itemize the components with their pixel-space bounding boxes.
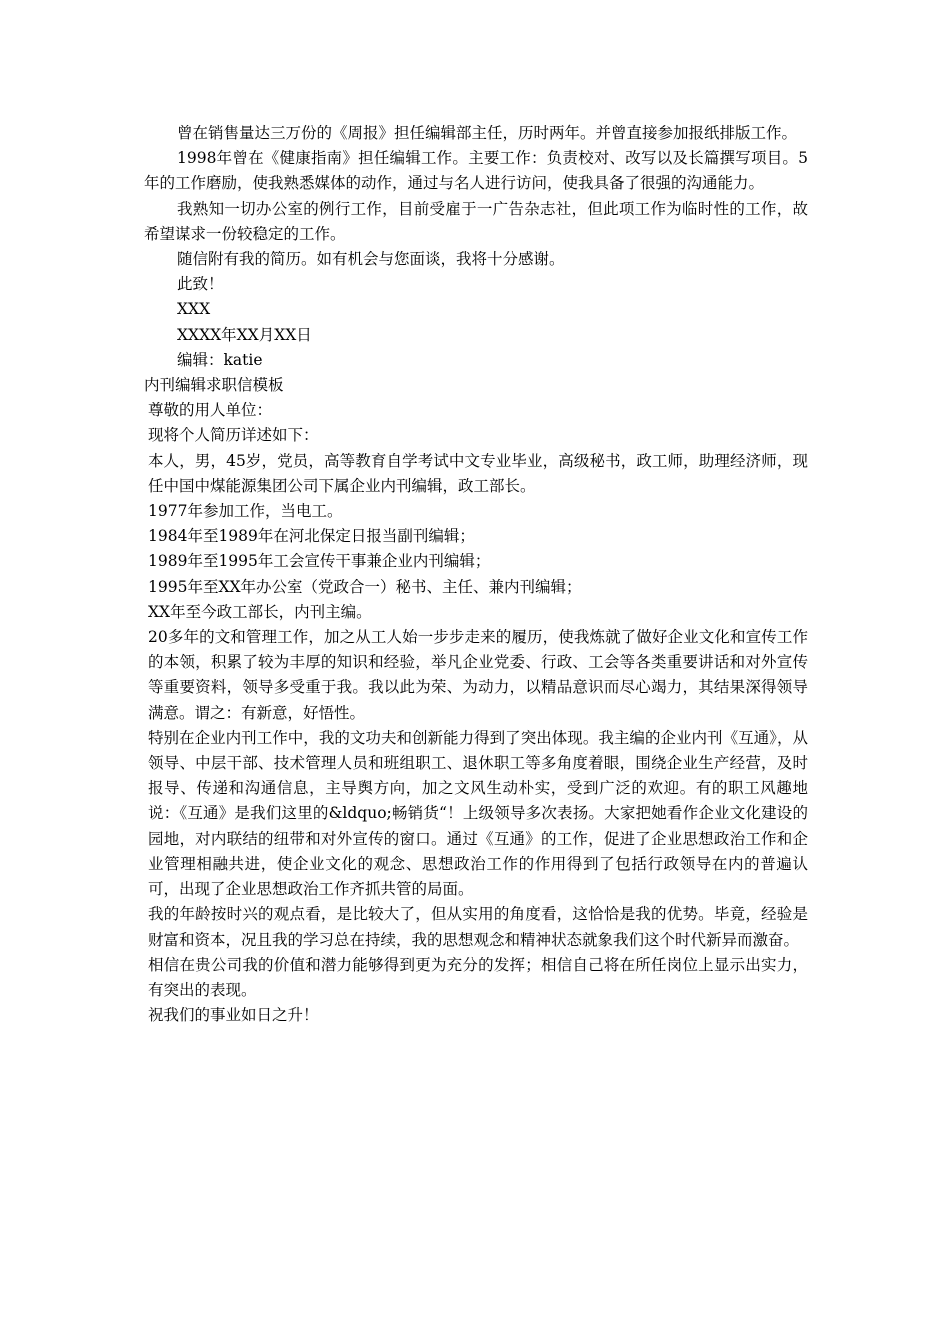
paragraph: 本人，男，45岁，党员，高等教育自学考试中文专业毕业，高级秘书，政工师，助理经济师，现任中国中煤能源集团公司下属企业内刊编辑，政工部长。 [148, 451, 808, 495]
section-title: 内刊编辑求职信模板 [144, 376, 284, 395]
timeline-item: XX年至今政工部长，内刊主编。 [148, 602, 372, 621]
paragraph: 现将个人简历详述如下： [148, 426, 319, 445]
timeline-item: 1995年至XX年办公室（党政合一）秘书、主任、兼内刊编辑； [148, 577, 582, 596]
paragraph: 随信附有我的简历。如有机会与您面谈，我将十分感谢。 [177, 250, 565, 269]
paragraph: 我熟知一切办公室的例行工作，目前受雇于一广告杂志社，但此项工作为临时性的工作，故希望谋求一份较稳定的工作。 [144, 199, 808, 243]
closing-salutation: 此致！ [177, 275, 224, 294]
signature-date: XXXX年XX月XX日 [177, 325, 312, 344]
paragraph: 1998年曾在《健康指南》担任编辑工作。主要工作：负责校对、改写以及长篇撰写项目。5年的工作磨励，使我熟悉媒体的动作，通过与名人进行访问，使我具备了很强的沟通能力。 [144, 149, 808, 193]
timeline-item: 1977年参加工作，当电工。 [148, 502, 343, 521]
closing-wish: 祝我们的事业如日之升！ [148, 1006, 319, 1025]
greeting: 尊敬的用人单位： [148, 401, 273, 420]
timeline-item: 1989年至1995年工会宣传干事兼企业内刊编辑； [148, 552, 491, 571]
signature-name: XXX [177, 300, 211, 319]
paragraph: 相信在贵公司我的价值和潜力能够得到更为充分的发挥；相信自己将在所任岗位上显示出实力，有突出的表现。 [148, 955, 808, 999]
document-body [144, 121, 808, 1028]
editor-credit: 编辑：katie [177, 350, 263, 369]
paragraph: 20多年的文和管理工作，加之从工人始一步步走来的履历，使我炼就了做好企业文化和宣传工作的本领，积累了较为丰厚的知识和经验，举凡企业党委、行政、工会等各类重要讲话和对外宣传等重要资料，领导多受重于我。我以此为荣、为动力，以精品意识而尽心竭力，其结果深得领导满意。谓之：有新意，好悟性。 [148, 628, 808, 722]
paragraph: 特别在企业内刊工作中，我的文功夫和创新能力得到了突出体现。我主编的企业内刊《互通》，从领导、中层干部、技术管理人员和班组职工、退休职工等多角度着眼，围绕企业生产经营，及时报导、传递和沟通信息，主导舆方向，加之文风生动朴实，受到广泛的欢迎。有的职工风趣地说：《互通》是我们这里的&ldquo;畅销货“！上级领导多次表扬。大家把她看作企业文化建设的园地，对内联结的纽带和对外宣传的窗口。通过《互通》的工作，促进了企业思想政治工作和企业管理相融共进，使企业文化的观念、思想政治工作的作用得到了包括行政领导在内的普遍认可，出现了企业思想政治工作齐抓共管的局面。 [148, 728, 808, 899]
timeline-item: 1984年至1989年在河北保定日报当副刊编辑； [148, 527, 475, 546]
paragraph: 曾在销售量达三万份的《周报》担任编辑部主任，历时两年。并曾直接参加报纸排版工作。 [177, 124, 798, 142]
paragraph: 我的年龄按时兴的观点看，是比较大了，但从实用的角度看，这恰恰是我的优势。毕竟，经验是财富和资本，况且我的学习总在持续，我的思想观念和精神状态就象我们这个时代新异而激奋。 [148, 905, 808, 949]
